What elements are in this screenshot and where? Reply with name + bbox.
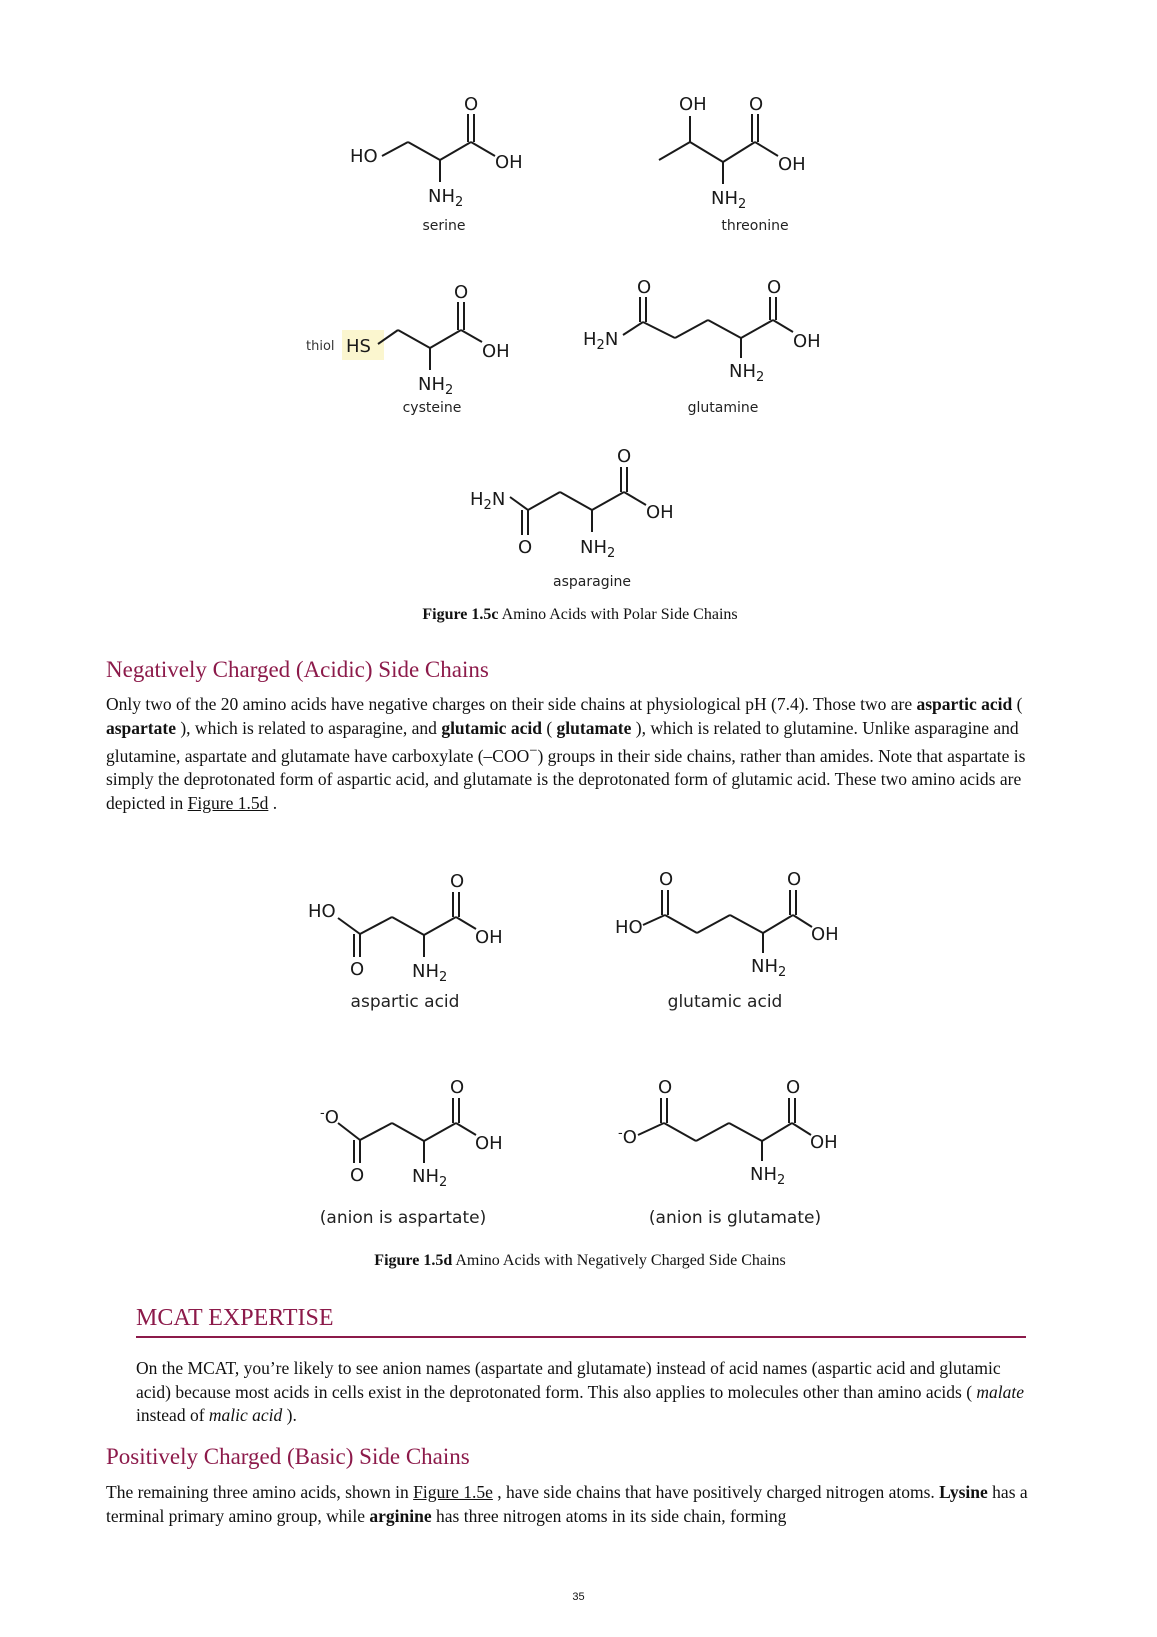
asparagine-structure xyxy=(470,445,710,580)
svg-text:-O: -O xyxy=(618,1126,637,1148)
svg-text:NH2: $NH_2$ xyxy=(412,1166,448,1190)
figure-text: Amino Acids with Polar Side Chains xyxy=(501,606,738,623)
page-number: 35 xyxy=(572,1591,585,1603)
figure-1-5d-caption xyxy=(280,1252,880,1270)
aspartate-label: (anion is aspartate) xyxy=(319,1208,487,1228)
mcat-expertise-title: MCAT EXPERTISE xyxy=(136,1305,334,1331)
mcat-expertise-rule xyxy=(136,1336,1026,1338)
svg-text:O: O xyxy=(518,537,533,558)
glutamic-acid-label: glutamic acid xyxy=(667,992,783,1012)
asparagine-label: asparagine xyxy=(553,574,631,590)
figure-label: Figure 1.5c xyxy=(422,606,499,623)
section-heading-negative: Negatively Charged (Acidic) Side Chains xyxy=(106,657,489,682)
svg-text:O: O xyxy=(450,871,465,892)
glutamine-structure xyxy=(583,275,843,390)
svg-text:OH: OH xyxy=(811,924,839,945)
svg-text:NH2: $NH_2$ xyxy=(418,374,454,398)
svg-text:OH: OH xyxy=(495,152,523,173)
glutamine-label: glutamine xyxy=(687,400,759,416)
threonine-structure xyxy=(655,92,855,212)
svg-text:HO: HO xyxy=(350,146,378,167)
svg-text:NH2: $NH_2$ xyxy=(580,537,616,561)
svg-text:H2N: $H_2N$ xyxy=(583,329,619,353)
svg-text:OH: OH xyxy=(679,94,707,115)
svg-text:O: O xyxy=(637,277,652,298)
cysteine-structure xyxy=(306,280,546,400)
section-heading-positive: Positively Charged (Basic) Side Chains xyxy=(106,1444,470,1469)
svg-text:O: O xyxy=(464,94,479,115)
svg-text:O: O xyxy=(658,1077,673,1098)
svg-text:HO: HO xyxy=(308,901,336,922)
svg-text:O: O xyxy=(350,959,365,980)
mcat-expertise-text: On the MCAT, you’re likely to see anion names (aspartate and glutamate) instead of acid names (aspartic acid and glutamic acid) because most acids in cells exist in the deprotonated form. This also applies to molecules other than amino acids ( malate instead of malic acid ). xyxy=(136,1358,1025,1425)
paragraph-positive: The remaining three amino acids, shown in Figure 1.5e , have side chains that have positively charged nitrogen atoms. Lysine has a terminal primary amino group, while arginine has three nitrogen atoms in its side chain, forming xyxy=(106,1482,1028,1526)
svg-text:O: O xyxy=(787,869,802,890)
svg-text:O: O xyxy=(350,1165,365,1186)
svg-text:OH: OH xyxy=(482,341,510,362)
glutamate-structure xyxy=(618,1078,858,1198)
svg-text:NH2: $NH_2$ xyxy=(751,956,787,980)
svg-text:HO: HO xyxy=(615,917,643,938)
aspartic-acid-label: aspartic acid xyxy=(350,992,460,1012)
svg-text:OH: OH xyxy=(646,502,674,523)
aspartate-structure xyxy=(310,1078,530,1208)
glutamic-acid-structure xyxy=(615,870,855,990)
svg-text:-O: -O xyxy=(320,1106,339,1128)
figure-1-5e-link[interactable]: Figure 1.5e xyxy=(413,1482,493,1502)
svg-text:O: O xyxy=(454,282,469,303)
cysteine-label: cysteine xyxy=(402,400,462,416)
figure-1-5d-link[interactable]: Figure 1.5d xyxy=(187,792,269,813)
svg-text:OH: OH xyxy=(810,1132,838,1153)
aspartic-acid-structure xyxy=(308,872,528,1002)
svg-text:O: O xyxy=(450,1077,465,1098)
svg-text:NH2: $NH_2$ xyxy=(711,188,747,212)
paragraph-negative: Only two of the 20 amino acids have negative charges on their side chains at physiological pH (7.4). Those two are aspartic acid ( aspartate ), which is related to asparagine, and glutamic acid ( glutamate ), which is related to glutamine. Unlike asparagine and glutamine, aspartate and glutamate have carboxylate (–COO−) groups in their side chains, rather than amides. Note that aspartate is simply the deprotonated form of aspartic acid, and glutamate is the deprotonated form of glutamic acid. These two amino acids are depicted in Figure 1.5d . xyxy=(106,694,1026,813)
serine-label: serine xyxy=(422,218,466,234)
svg-text:NH2: $NH_2$ xyxy=(750,1164,786,1188)
svg-text:NH2: $NH_2$ xyxy=(729,361,765,385)
svg-text:OH: OH xyxy=(793,331,821,352)
svg-text:OH: OH xyxy=(778,154,806,175)
svg-text:HS: HS xyxy=(346,336,371,357)
figure-1-5c-caption xyxy=(300,606,860,624)
svg-text:H2N: $H_2N$ xyxy=(470,489,506,513)
svg-text:NH2: $NH_2$ xyxy=(412,961,448,985)
svg-text:O: O xyxy=(749,94,764,115)
svg-text:NH2: $NH_2$ xyxy=(428,186,464,210)
svg-text:O: O xyxy=(786,1077,801,1098)
threonine-label: threonine xyxy=(721,218,789,234)
svg-text:O: O xyxy=(659,869,674,890)
figure-label: Figure 1.5d xyxy=(374,1252,453,1269)
glutamate-label: (anion is glutamate) xyxy=(648,1208,822,1228)
svg-text:O: O xyxy=(767,277,782,298)
svg-text:OH: OH xyxy=(475,927,503,948)
svg-text:thiol: thiol xyxy=(306,339,335,354)
serine-structure xyxy=(340,90,540,210)
svg-text:O: O xyxy=(617,446,632,467)
svg-text:OH: OH xyxy=(475,1133,503,1154)
figure-text: Amino Acids with Negatively Charged Side Chains xyxy=(455,1252,786,1269)
